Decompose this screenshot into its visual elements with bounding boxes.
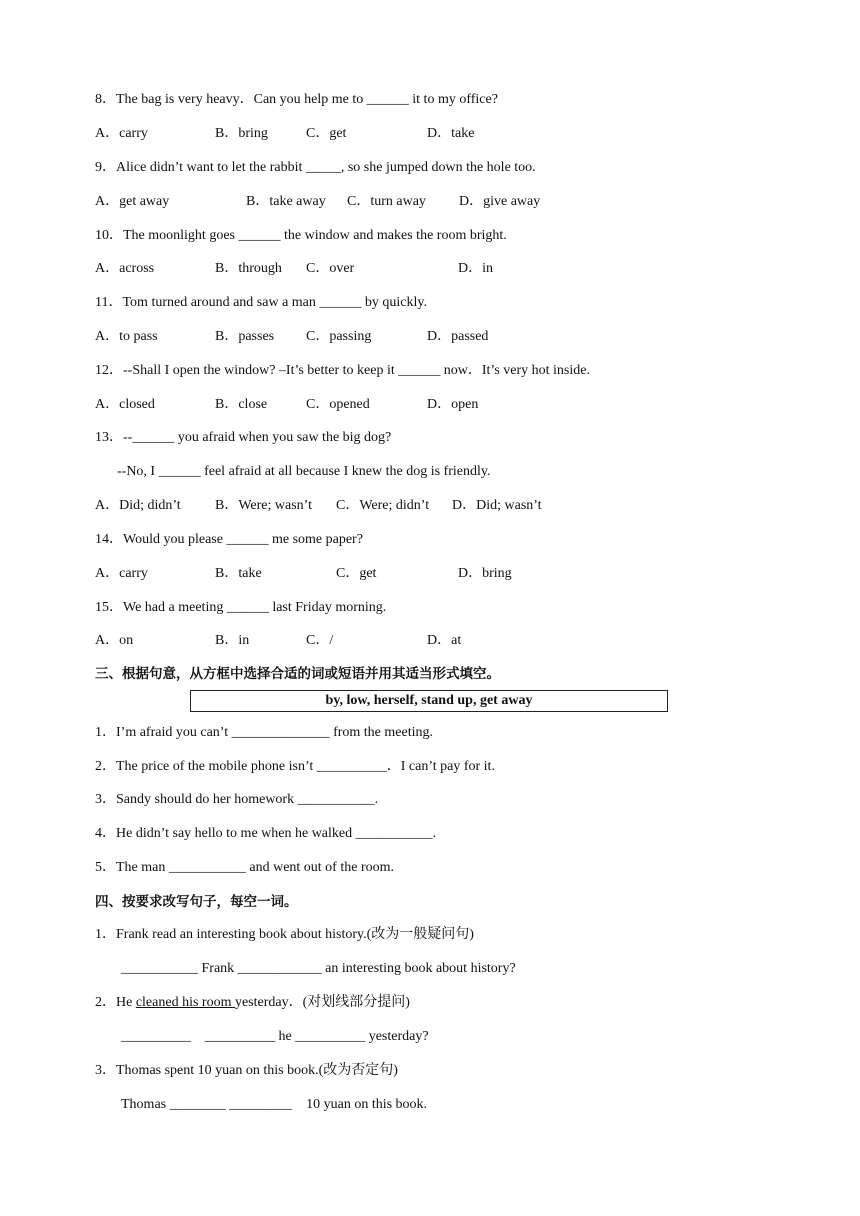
question-9-option-a: A．get away (95, 194, 170, 209)
fill-item-4: 4．He didn’t say hello to me when he walked ___________. (95, 826, 437, 841)
fill-item-1: 1．I’m afraid you can’t ______________ from the meeting. (95, 725, 433, 740)
fill-item-3: 3．Sandy should do her homework ___________. (95, 792, 379, 807)
question-14-option-b: B．take (215, 566, 262, 581)
question-12-option-d: D．open (427, 397, 479, 412)
rewrite-item-2 (95, 994, 410, 1012)
question-14-option-c: C．get (336, 566, 377, 581)
rewrite-item-1-answer: ___________ Frank ____________ an interesting book about history? (121, 961, 516, 976)
question-8-option-c: C．get (306, 126, 347, 141)
question-15-option-a: A．on (95, 633, 134, 648)
question-15-stem: 15．We had a meeting ______ last Friday morning. (95, 600, 387, 615)
question-14-option-a: A．carry (95, 566, 148, 581)
rewrite-item-2-answer: __________ __________ he __________ yesterday? (121, 1029, 429, 1044)
question-12-option-a: A．closed (95, 397, 155, 412)
question-13-option-d: D．Did; wasn’t (452, 498, 542, 513)
question-12-option-b: B．close (215, 397, 268, 412)
question-14-stem: 14．Would you please ______ me some paper? (95, 532, 363, 547)
question-9-option-c: C．turn away (347, 194, 426, 209)
question-9-stem: 9．Alice didn’t want to let the rabbit _____, so she jumped down the hole too. (95, 160, 536, 175)
question-14-option-d: D．bring (458, 566, 512, 581)
question-15-option-c: C．/ (306, 633, 334, 648)
question-8-option-b: B．bring (215, 126, 268, 141)
question-9-option-d: D．give away (459, 194, 541, 209)
question-13-option-a: A．Did; didn’t (95, 498, 181, 513)
question-11-option-c: C．passing (306, 329, 372, 344)
question-15-option-b: B．in (215, 633, 250, 648)
fill-item-2: 2．The price of the mobile phone isn’t __________．I can’t pay for it. (95, 759, 495, 774)
question-10-option-d: D．in (458, 261, 493, 276)
question-12-stem: 12．--Shall I open the window? –It’s better to keep it ______ now．It’s very hot inside. (95, 363, 590, 378)
rewrite-item-1: 1．Frank read an interesting book about history.(改为一般疑问句) (95, 927, 474, 942)
question-10-option-a: A．across (95, 261, 155, 276)
question-12-option-c: C．opened (306, 397, 370, 412)
question-11-option-d: D．passed (427, 329, 489, 344)
rewrite-item-2-prefix: 2．He (95, 995, 136, 1010)
question-10-option-b: B．through (215, 261, 282, 276)
fill-item-5: 5．The man ___________ and went out of the room. (95, 860, 395, 875)
question-10-option-c: C．over (306, 261, 355, 276)
rewrite-item-2-underlined: cleaned his room (135, 995, 235, 1010)
rewrite-item-3: 3．Thomas spent 10 yuan on this book.(改为否定句) (95, 1063, 398, 1078)
rewrite-item-2-suffix: yesterday．(对划线部分提问) (234, 995, 410, 1010)
section-3-heading: 三、根据句意，从方框中选择合适的词或短语并用其适当形式填空。 (95, 666, 500, 682)
question-8-option-d: D．take (427, 126, 475, 141)
question-11-stem: 11．Tom turned around and saw a man ______ by quickly. (95, 295, 427, 310)
question-13-stem-reply: --No, I ______ feel afraid at all because I knew the dog is friendly. (117, 464, 491, 479)
rewrite-item-3-answer: Thomas ________ _________ 10 yuan on this book. (121, 1097, 428, 1112)
question-8-stem: 8．The bag is very heavy．Can you help me to ______ it to my office? (95, 92, 498, 107)
question-13-stem: 13．--______ you afraid when you saw the big dog? (95, 430, 392, 445)
question-11-option-a: A．to pass (95, 329, 158, 344)
question-15-option-d: D．at (427, 633, 462, 648)
question-13-option-b: B．Were; wasn’t (215, 498, 312, 513)
question-11-option-b: B．passes (215, 329, 275, 344)
word-bank-box: by, low, herself, stand up, get away (190, 690, 668, 712)
question-9-option-b: B．take away (246, 194, 326, 209)
section-4-heading: 四、按要求改写句子，每空一词。 (95, 894, 298, 910)
question-8-option-a: A．carry (95, 126, 148, 141)
question-10-stem: 10．The moonlight goes ______ the window and makes the room bright. (95, 228, 507, 243)
question-13-option-c: C．Were; didn’t (336, 498, 430, 513)
